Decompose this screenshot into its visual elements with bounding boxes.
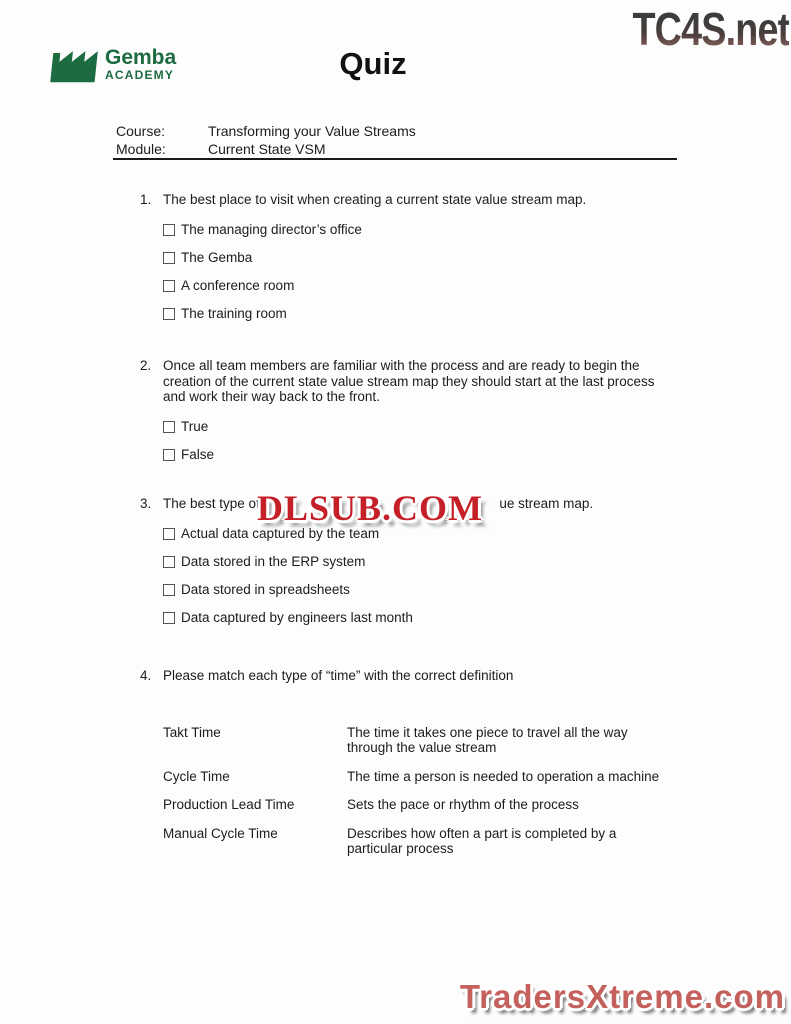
option-label: A conference room [181, 277, 295, 293]
question-4 [140, 668, 670, 870]
question-number: 1. [140, 192, 152, 207]
option-checkbox[interactable] [163, 308, 175, 320]
option-checkbox[interactable] [163, 528, 175, 540]
question-text: The best place to visit when creating a current state value stream map. [163, 192, 587, 207]
match-definition: The time it takes one piece to travel all the way through the value stream [347, 724, 628, 755]
header-rule [113, 158, 677, 160]
dlsub-watermark: DLSUB.COM [256, 488, 484, 529]
option-label: True [181, 418, 209, 434]
match-term: Manual Cycle Time [163, 825, 278, 841]
question-number: 4. [140, 668, 152, 683]
option-row [163, 279, 670, 293]
option-row [163, 420, 670, 434]
option-checkbox[interactable] [163, 252, 175, 264]
option-label: Actual data captured by the team [181, 525, 380, 541]
factory-icon [52, 46, 100, 88]
options-list [163, 527, 700, 625]
options-list [163, 420, 670, 462]
option-row [163, 583, 700, 597]
match-definition: Sets the pace or rhythm of the process [347, 797, 579, 812]
match-row [163, 725, 670, 756]
tc4s-watermark: TC4S.net [632, 3, 789, 55]
question-body [163, 488, 700, 639]
course-module-block [116, 122, 416, 158]
question-3 [140, 488, 700, 639]
question-number: 3. [140, 496, 152, 511]
question-body [163, 358, 670, 476]
option-row [163, 448, 670, 462]
logo-name: Gemba [105, 46, 177, 69]
course-row [116, 122, 416, 140]
match-term: Cycle Time [163, 768, 230, 784]
question-2 [140, 358, 670, 476]
options-list [163, 223, 670, 321]
question-number: 2. [140, 358, 152, 373]
option-row [163, 611, 700, 625]
option-label: False [181, 446, 215, 462]
option-checkbox[interactable] [163, 612, 175, 624]
module-label: Module: [116, 141, 166, 157]
match-row [163, 797, 670, 813]
option-label: Data stored in spreadsheets [181, 581, 350, 597]
option-label: The Gemba [181, 249, 253, 265]
option-checkbox[interactable] [163, 421, 175, 433]
match-term: Production Lead Time [163, 797, 295, 812]
option-row [163, 307, 670, 321]
match-row [163, 769, 670, 785]
option-checkbox[interactable] [163, 556, 175, 568]
question-text-suffix: ue stream map. [499, 496, 594, 511]
question-body [163, 668, 670, 870]
option-row [163, 251, 670, 265]
match-definition: Describes how often a part is completed by a particular process [347, 825, 617, 856]
question-text-prefix: The best type of [163, 496, 260, 511]
match-table [163, 725, 670, 857]
question-text: Please match each type of “time” with the correct definition [163, 668, 514, 683]
module-row [116, 140, 416, 158]
option-checkbox[interactable] [163, 584, 175, 596]
match-row [163, 826, 670, 857]
question-text: Once all team members are familiar with the process and are ready to begin the creation of the current state value stream map they should start at the last process and work their way back to the front. [163, 358, 655, 404]
question-1 [140, 192, 670, 335]
option-label: The managing director’s office [181, 221, 362, 237]
option-label: Data stored in the ERP system [181, 553, 366, 569]
match-definition: The time a person is needed to operation a machine [347, 768, 660, 784]
tradersxtreme-watermark: TradersXtreme.com [459, 978, 785, 1015]
option-label: Data captured by engineers last month [181, 609, 413, 625]
course-value: Transforming your Value Streams [208, 123, 416, 139]
option-checkbox[interactable] [163, 224, 175, 236]
option-label: The training room [181, 305, 287, 321]
option-row [163, 223, 670, 237]
match-term: Takt Time [163, 724, 221, 740]
module-value: Current State VSM [208, 141, 326, 157]
logo-subtitle: ACADEMY [105, 68, 175, 82]
option-row [163, 555, 700, 569]
question-body [163, 192, 670, 335]
option-checkbox[interactable] [163, 449, 175, 461]
page-title: Quiz [339, 46, 407, 81]
course-label: Course: [116, 123, 166, 139]
option-checkbox[interactable] [163, 280, 175, 292]
